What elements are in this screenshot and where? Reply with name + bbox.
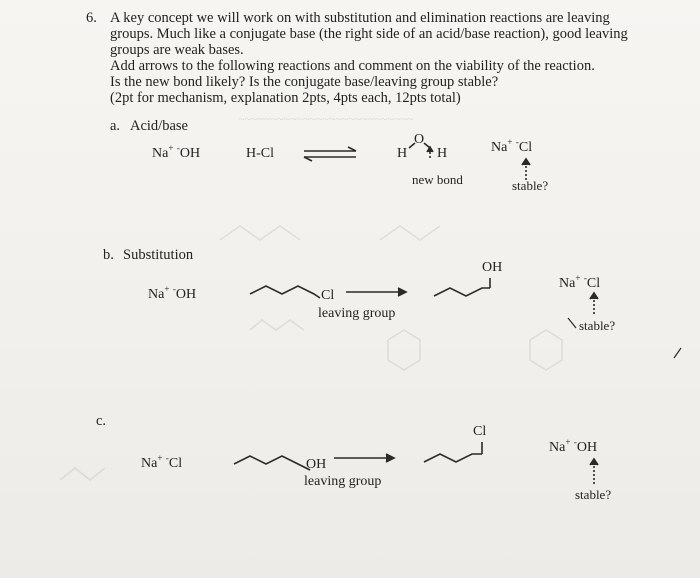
minus-charge: - bbox=[583, 273, 587, 283]
product-oxygen: O bbox=[414, 132, 425, 147]
substrate-leaving-group: OH bbox=[306, 457, 327, 472]
part-c-label: c. bbox=[96, 413, 107, 429]
cation: Na bbox=[152, 146, 169, 161]
anion: OH bbox=[179, 146, 201, 161]
plus-charge: + bbox=[168, 143, 174, 153]
part-b-reagent bbox=[148, 284, 197, 303]
product-hydroxyl: OH bbox=[482, 260, 503, 275]
plus-charge: + bbox=[575, 273, 581, 283]
product-h-left: H bbox=[397, 146, 408, 161]
dashed-arrow-icon bbox=[588, 292, 600, 316]
part-a-title: Acid/base bbox=[130, 118, 188, 134]
anion: Cl bbox=[518, 140, 533, 155]
question-line-3: groups are weak bases. bbox=[110, 42, 244, 58]
question-number: 6. bbox=[86, 10, 97, 26]
plus-charge: + bbox=[565, 437, 571, 447]
dashed-arrow-icon bbox=[588, 458, 600, 488]
part-b-byproduct bbox=[559, 273, 601, 292]
stable-note: stable? bbox=[512, 178, 549, 193]
substrate-zigzag bbox=[248, 280, 328, 310]
reaction-arrow-icon bbox=[344, 286, 410, 298]
question-line-4: Add arrows to the following reactions and comment on the viability of the reaction. bbox=[110, 58, 595, 74]
cation: Na bbox=[491, 140, 508, 155]
anion: Cl bbox=[168, 456, 183, 471]
reaction-arrow-icon bbox=[332, 452, 398, 464]
part-b-title: Substitution bbox=[123, 247, 194, 263]
question-line-1: A key concept we will work on with substitution and elimination reactions are leaving bbox=[110, 10, 610, 26]
minus-charge: - bbox=[165, 453, 169, 463]
plus-charge: + bbox=[164, 284, 170, 294]
question-line-6: (2pt for mechanism, explanation 2pts, 4pts each, 12pts total) bbox=[110, 90, 461, 106]
plus-charge: + bbox=[507, 137, 513, 147]
minus-charge: - bbox=[172, 284, 176, 294]
cation: Na bbox=[141, 456, 158, 471]
bleed-through-text: ~~~~~~~~~~~~~~~~~~~~~~~~~~~ bbox=[238, 112, 414, 126]
pen-mark bbox=[566, 316, 580, 332]
question-line-2: groups. Much like a conjugate base (the right side of an acid/base reaction), good leaving bbox=[110, 26, 628, 42]
leaving-group-note: leaving group bbox=[318, 306, 396, 321]
anion: OH bbox=[175, 287, 197, 302]
part-c-reagent bbox=[141, 453, 183, 472]
anion: OH bbox=[576, 440, 598, 455]
minus-charge: - bbox=[573, 437, 577, 447]
cation: Na bbox=[559, 276, 576, 291]
part-a-reagent bbox=[152, 143, 201, 162]
stable-note: stable? bbox=[575, 487, 612, 502]
stable-note: stable? bbox=[579, 318, 616, 333]
cation: Na bbox=[549, 440, 566, 455]
product-chloride: Cl bbox=[473, 424, 487, 439]
equilibrium-arrow-icon bbox=[302, 146, 362, 162]
plus-charge: + bbox=[157, 453, 163, 463]
new-bond-note: new bond bbox=[412, 172, 463, 187]
part-b-label: b. bbox=[103, 247, 114, 263]
product-zigzag bbox=[432, 276, 502, 306]
part-c-byproduct bbox=[549, 437, 598, 456]
minus-charge: - bbox=[176, 143, 180, 153]
part-a-acid: H-Cl bbox=[246, 146, 274, 161]
minus-charge: - bbox=[515, 137, 519, 147]
part-a-label: a. bbox=[110, 118, 121, 134]
substrate-leaving-group: Cl bbox=[321, 288, 335, 303]
cation: Na bbox=[148, 287, 165, 302]
part-a-byproduct bbox=[491, 137, 533, 156]
pen-tick bbox=[672, 346, 684, 360]
question-line-5: Is the new bond likely? Is the conjugate base/leaving group stable? bbox=[110, 74, 499, 90]
anion: Cl bbox=[586, 276, 601, 291]
product-zigzag bbox=[422, 440, 502, 472]
product-h-right: H bbox=[437, 146, 448, 161]
leaving-group-note: leaving group bbox=[304, 474, 382, 489]
